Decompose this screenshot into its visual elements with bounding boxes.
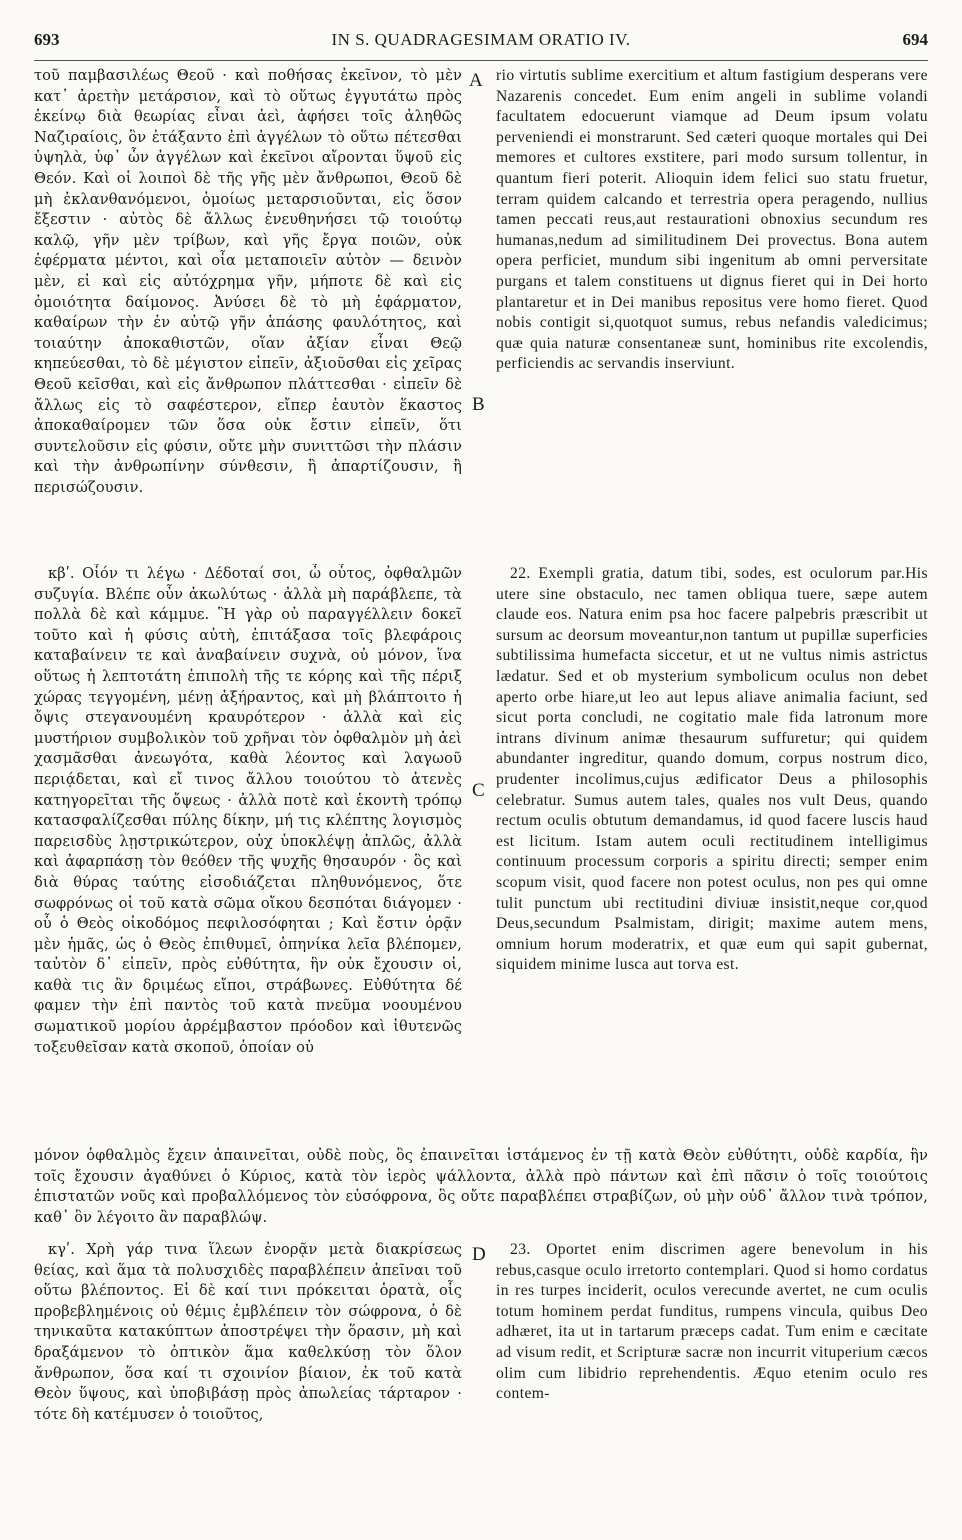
margin-marker-b: B <box>472 394 485 415</box>
latin-column-bottom <box>496 1240 928 1530</box>
greek-paragraph-22: κβʹ. Οἷόν τι λέγω · Δέδοταί σοι, ὦ οὗτος, ὀφθαλμῶν συζυγία. Βλέπε οὖν ἀκωλύτως · ἀλλὰ μὴ παράβλεπε, τὰ πολλὰ δὲ καὶ κάμμυε. Ἣ γὰρ οὐ παραγγέλλειν δοκεῖ τοῦτο καὶ ἡ φύσις αὐτὴ, ἐπιτάξασα τοῖς βλεφάροις καταβαίνειν τε καὶ ἀναβαίνειν συχνὰ, οὐ μόνον, ἵνα οὕτως ἡ λεπτοτάτη ἐπιπολὴ τῆς τε κόρης καὶ τῆς πέριξ χώρας τεγγομένη, μένῃ ἀξήραντος, καὶ μὴ βλάπτοιτο ἡ ὄψις στεγανουμένη κραυρότερον · ἀλλὰ καὶ εἰς μυστήριον συμβολικὸν τοῦ χρῆναι τὸν ὀφθαλμὸν μὴ ἀεὶ χασμᾶσθαι ἀνεωγότα, καθὰ λέοντος καὶ λαγωοῦ περιᾴδεται, καὶ εἴ τινος ἄλλου τοιούτου τὸ ἀτενὲς κατηγορεῖται τῆς ὄψεως · ἀλλὰ ποτὲ καὶ ἑκοντὴ τρόπῳ κατασφαλίζεσθαι πύλης δίκην, μή τις κλέπτης λογισμὸς παρεισδὺς λῃστρικώτερον, οὐχ ὑποκλέψῃ ἁπλῶς, ἀλλὰ καὶ ἀφαρπάσῃ τὸν θεόθεν τῆς ψυχῆς θησαυρόν · ὃς καὶ διὰ θύρας ταύτης εἰσοδιάζεται πληθυνόμενος, ὅτε σωφρόνως οἱ τοῦ κατὰ σῶμα οἴκου δεσπόται διάγομεν · οὗ ὁ Θεὸς οἰκοδόμος πεφιλοσόφηται ; Καὶ ἔστιν ὁρᾷν μὲν ἡμᾶς, ὡς ὁ Θεὸς ἐπιθυμεῖ, ὁπηνίκα λεῖα βλέπομεν, ταὐτὸν δ᾽ εἰπεῖν, πρὸς εὐθύτητα, ἣν οὐκ ἔχουσιν οἱ, καθὰ τις ἂν δριμέως εἴποι, στράβωνες. Εὐθύτητα δέ φαμεν τὴν ἐπὶ παντὸς τοῦ κατὰ πνεῦμα νοουμένου σωματικοῦ μορίου ἀρρέμβαστον πρόοδον καὶ ἰθυτενῶς τοξευθεῖσαν κατὰ σκοποῦ, ὁποίαν οὐ <box>34 565 462 1056</box>
page-number-right: 694 <box>902 30 928 49</box>
latin-column-top <box>496 66 928 506</box>
greek-full-width-paragraph: μόνον ὀφθαλμὸς ἔχειν ἀπαινεῖται, οὐδὲ ποὺς, ὃς ἐπαινεῖται ἱστάμενος ἐν τῇ κατὰ Θεὸν εὐθύτητι, οὐδὲ καρδία, ἣν τοῖς ἔχουσιν ἀγαθύνει ὁ Κύριος, κατὰ τὸν ἱερὸς ψάλλοντα, ἀλλὰ πρὸ πάντων καὶ ἐπὶ πᾶσιν ὁ τοῖς τοιούτοις ἐπιστατῶν νοῦς καὶ προβαλλόμενος τὸν εὐσόφρονα, ὃς οὔτε παραβλέπει στραβίζων, οὐ μὴν οὐδ᾽ ἄλλον τινὰ τρόπον, καθ᾽ ὃν λέγοιτο ἂν παραβλώψ. <box>34 1147 928 1226</box>
header-rule <box>34 60 928 61</box>
greek-paragraph-1: τοῦ παμβασιλέως Θεοῦ · καὶ ποθήσας ἐκεῖνον, τὸ μὲν κατ᾽ ἀρετὴν μετάρσιον, καὶ τὸ οὕτως ἐγγυτάτω πρὸς ἐκείνῳ διὰ θεωρίας εἶναι ἀεὶ, ἀφήσει τοῖς ἀληθῶς Ναζιραίοις, ὃν ἐτάξαντο ἐπὶ ἀγγέλων τὸ οὕτω πέτεσθαι ὑψηλὰ, ὑφ᾽ ὧν ἀγγέλων καὶ ἐκεῖνοι αἴρονται ὕψοῦ εἰς Θεόν. Καὶ οἱ λοιποὶ δὲ τῆς γῆς μὲν ἄνθρωποι, Θεοῦ δὲ μὴ ἐκλανθανόμενοι, ὁμοίως μεταρσιοῦνται, εἰς ὅσον ἔξεστιν · αὐτὸς δὲ ἄλλως ἐνευθηνήσει τῷ τοιούτῳ καλῷ, γῆν μὲν τρίβων, καὶ γῆς ἔργα ποιῶν, οὐκ ἐφέρματα μέντοι, καὶ οἷα μεταποιεῖν αὐτὸν — δεινὸν μὲν, εἰ καὶ εἰς αὐτόχρημα γῆν, μήποτε δὲ καὶ εἰς ὁμοιότητα δαίμονος. Ἀνύσει δὲ τὸ μὴ ἐφάρματον, καθαίρων τὴν ἐν αὐτῷ γῆν ἁπάσης φαυλότητος, καὶ τοιαύτην ἀποκαθιστῶν, οἵαν ἀξίαν εἶναι Θεῷ κηπεύεσθαι, τὸ δὲ μέγιστον εἰπεῖν, ἀξιοῦσθαι εἰς χεῖρας Θεοῦ κεῖσθαι, καὶ εἰς ἄνθρωπον πλάττεσθαι · εἰπεῖν δὲ ἄλλως εἰς τὸ σαφέστερον, εἴπερ ἑαυτὸν ἕκαστος ἀποκαθαίρομεν τῶν ὅσα οὐκ ἔστιν εἰπεῖν, ὅτι συντελοῦσιν εἰς φύσιν, οὔτε μὴν συνιττῶσι τὴν πλάσιν καὶ τὴν ἀνθρωπίνην σύνθεσιν, ἢ ἀπαρτίζουσιν, ἢ περισώζουσιν. <box>34 67 462 496</box>
running-title: IN S. QUADRAGESIMAM ORATIO IV. <box>331 30 631 49</box>
margin-marker-c: C <box>472 780 485 801</box>
latin-paragraph-23: 23. Oportet enim discrimen agere benevolum in his rebus,casque oculo irretorto contemplari. Quod si homo cordatus in res turpes inciderit, oculos verecunde avertet, ne cum oculis totum hominem perdat funditus, rumpens vincula, quibus Deo adhæret, ita ut in tartarum præceps cadat. Tum enim e cæcitate ad visum redit, et Scripturæ sacræ non incurrit vituperium cæcos olim cum libidrio reprehendentis. Æquo etenim oculo res contem- <box>496 1241 928 1403</box>
greek-full-width-text <box>34 1146 928 1230</box>
latin-paragraph-22: 22. Exempli gratia, datum tibi, sodes, est oculorum par.His utere sine obstaculo, nec tamen obliqua tuere, sæpe autem claude eos. Natura enim psa hoc facere palpebris præscribit ut sursum ac deorsum moveantur,non tantum ut pupillæ superficies subtilissima humefacta siccetur, et ut ne vultus nimis astrictus lædatur. Sed et ob mysterium symbolicum oculus non debet aperto orbe hiare,ut leo aut lepus aliave animalia faciunt, sed sicut porta concludi, ne cogitatio male fida latronum more intrans divinum animæ thesaurum suffuretur; qui quidem abundanter ingreditur, quando domum, corpus nostrum dico, prudenter incolimus,cujus ædificator Deus a philosophis celebratur. Sumus autem tales, quales nos vult Deus, quando rectum oculis obtutum demandamus, id quod facere luscis haud est licitum. Istam autem oculi rectitudinem intelligimus continuum processum corporis a spiritu directi; semper enim scopum visit, quod facere non potest oculus, non pes qui omne tulit punctum ubi rectitudini diviuæ insistit,neque cor,quod Deus,secundum Psalmistam, dirigit; maxime autem mens, omnium horum moderatrix, et quæ eum qui sapit gubernat, siquidem minime lusca aut torva est. <box>496 565 928 974</box>
greek-column-bottom <box>34 1240 462 1530</box>
latin-paragraph-1: rio virtutis sublime exercitium et altum fastigium desperans vere Nazarenis concedet. Eum enim angeli in sublime volandi facultatem edocuerunt viamque ad Deum ipsum volatu perveniendi ei monstrarunt. Sed cæteri quoque mortales qui Dei memores et cultores exstitere, pari modo sursum tollentur, in quantum fieri poterit. Alioquin idem felici suo statu fruetur, terram quidem calcando et terrestria opera peragendo, nullius tamen peccati reus,aut restaurationi obnoxius secundum res humanas,nedum ad similitudinem Dei provectus. Bona autem opera perficiet, mundum sibi ingenitum ab omni perversitate purgans et talem constituens ut dignus fieret qui in Dei horto plantaretur et in Dei manibus repositus vere homo fieret. Quod nobis contigit si,quotquot sumus, rebus nefandis valedicimus; quæ quia naturæ consentaneæ sunt, hominibus rite excolendis, perficiendis ac servandis inserviunt. <box>496 67 928 373</box>
margin-marker-a: A <box>469 70 483 91</box>
latin-column-middle <box>496 564 928 1144</box>
greek-column-middle <box>34 564 462 1144</box>
margin-marker-d: D <box>472 1244 486 1265</box>
page-header <box>22 30 940 54</box>
page-number-left: 693 <box>34 30 60 49</box>
greek-column-top <box>34 66 462 556</box>
greek-paragraph-23: κγʹ. Χρὴ γάρ τινα ἵλεων ἐνορᾷν μετὰ διακρίσεως θείας, καὶ ἅμα τὰ πολυσχιδὲς παραβλέπειν ἀπεῖναι τοῦ οὕτω βλέποντος. Εἰ δὲ καί τινι πρόκειται ὁρατὰ, οἷς προβεβλημένοις οὐ θέμις ἐμβλέπειν τὸν σώφρονα, ὁ δὲ τηνικαῦτα κατακύπτων ἀποστρέψει τὴν ὅρασιν, μὴ καὶ δραξάμενον τὸ ὀπτικὸν ἅμα καθελκύσῃ τὸν ὅλον ἄνθρωπον, ὅσα καί τι σχοινίον βίαιον, ἐκ τοῦ κατὰ Θεὸν ὕψους, καὶ ὑποβιβάσῃ πρὸς ἀπωλείας τάρταρον · τότε δὴ κατέμυσεν ὁ τοιοῦτος, <box>34 1241 462 1423</box>
